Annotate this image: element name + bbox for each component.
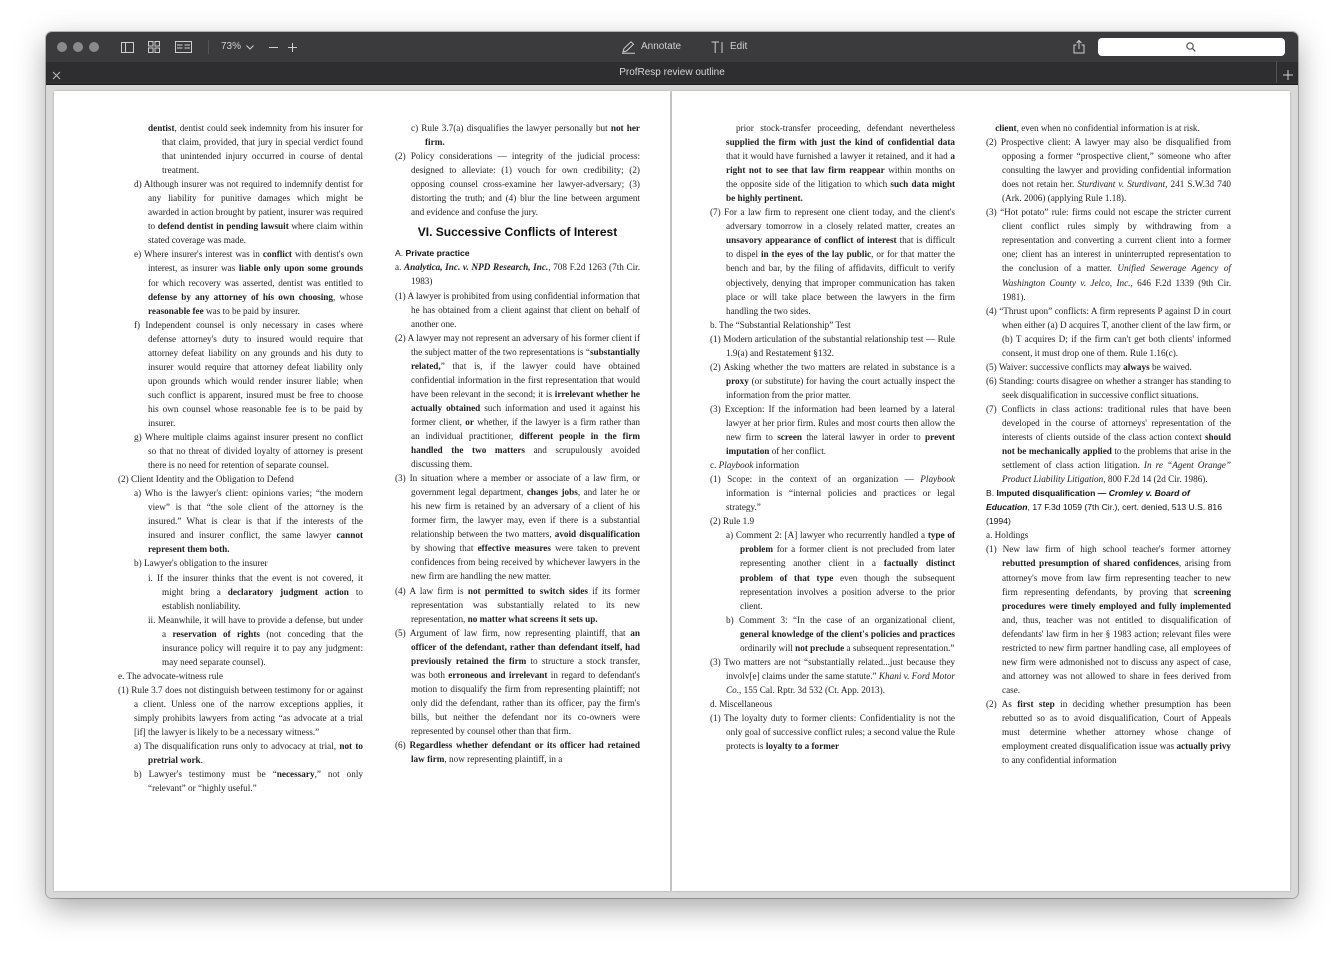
outline-paragraph: dentist, dentist could seek indemnity from his insurer for that claim, provided, that jury in special verdict found that unintended injury occurred in course of dental treatment. xyxy=(148,123,363,176)
document-area[interactable] xyxy=(46,85,1298,898)
edit-text-icon[interactable] xyxy=(710,39,724,55)
outline-paragraph: c) Rule 3.7(a) disqualifies the lawyer personally but not her firm. xyxy=(411,123,641,148)
outline-paragraph: a) Comment 2: [A] lawyer who recurrently handled a type of problem for a former client is not precluded from later representing another client in a factually distinct problem of that type even though the subsequent representation involves a position adverse to the prior client. xyxy=(726,530,956,611)
outline-paragraph: e) Where insurer's interest was in conflict with dentist's own interest, as insurer was liable only upon some grounds for which recovery was asserted, dentist was entitled to defense by any attorney of his own choosing, whose reasonable fee was to be paid by insurer. xyxy=(134,249,364,316)
minimize-window-button[interactable] xyxy=(73,42,83,52)
zoom-level[interactable]: 73% xyxy=(221,41,242,52)
new-tab-icon[interactable] xyxy=(1283,67,1293,85)
outline-paragraph: (1) A lawyer is prohibited from using confidential information that he has obtained from a client against that client on behalf of another one. xyxy=(395,290,640,329)
outline-paragraph: e. The advocate-witness rule xyxy=(118,670,223,681)
document-title: ProfResp review outline xyxy=(619,67,725,78)
outline-paragraph: f) Independent counsel is only necessary in cases where defense attorney's duty to insured would require that attorney defeat liability on any grounds and his duty to insurer would require that attorney defeat liability only upon grounds which would render insurer liable; when such conflict is apparent, insured must be free to choose his own counsel whose reasonable fee is to be paid by insurer. xyxy=(134,319,363,428)
outline-paragraph: (6) Standing: courts disagree on whether a stranger has standing to seek disqualification in successive conflict situations. xyxy=(986,375,1231,400)
outline-paragraph: prior stock-transfer proceeding, defendant nevertheless supplied the firm with just the kind of confidential data that it would have furnished a lawyer it retained, and it had a right not to see that law firm reappear within months on the opposite side of the litigation to which such data might be highly pertinent. xyxy=(710,123,956,204)
outline-paragraph: ii. Meanwhile, it will have to provide a defense, but under a reservation of rights (not conceding that the insurance policy will require it to pay any judgment: may need separate counsel). xyxy=(148,614,363,667)
zoom-in-icon[interactable] xyxy=(287,39,297,55)
toolbar-divider xyxy=(208,40,209,54)
outline-paragraph: (1) New law firm of high school teacher's former attorney rebutted presumption of shared confidences, arising from attorney's move from law firm representing teacher to new firm representing defendants, by proving that screening procedures were timely employed and fully implemented and, thus, teacher was not entitled to disqualification of defendants' law firm in her § 1983 action; relevant files were restricted to new firm partner handling case, all employees of new firm were admonished not to discuss any aspect of case, and attorney was not allowed to share in fees derived from case. xyxy=(986,544,1231,695)
outline-paragraph: (2) Policy considerations — integrity of the judicial process: designed to alleviate: (1) vouch for own credibility; (2) opposing counsel cross-examine her lawyer-adversary; (3) distorting the truth; and (4) blur the line between argument and evidence and confuse the jury. xyxy=(395,151,640,218)
outline-paragraph: (3) Exception: If the information had been learned by a lateral lawyer at her prior firm. Rules and most courts then allow the new firm to screen the lateral lawyer in order to prevent imputation of her conflict. xyxy=(710,403,955,457)
thumbnail-grid-icon[interactable] xyxy=(147,39,161,55)
outline-paragraph: d. Miscellaneous xyxy=(710,698,773,709)
page-right-column-1 xyxy=(710,121,955,753)
annotate-pen-icon[interactable] xyxy=(620,39,636,55)
outline-paragraph: (1) Modern articulation of the substantial relationship test — Rule 1.9(a) and Restatement §132. xyxy=(710,333,955,358)
outline-paragraph: client, even when no confidential information is at risk. xyxy=(995,123,1200,133)
document-tab-bar xyxy=(46,62,1298,85)
tab-divider xyxy=(1276,61,1277,83)
outline-paragraph: (7) Conflicts in class actions: traditional rules that have been developed in the course of attorneys' representation of the interests of clients outside of the class action context should not be mechanically applied to the problems that arise in the settlement of class action litigation. In re “Agent Orange” Product Liability Litigation, 800 F.2d 14 (2d Cir. 1986). xyxy=(986,403,1231,485)
outline-paragraph: a. Analytica, Inc. v. NPD Research, Inc., 708 F.2d 1263 (7th Cir. 1983) xyxy=(395,262,641,287)
outline-paragraph: b. The “Substantial Relationship” Test xyxy=(710,319,851,330)
search-icon xyxy=(1186,42,1196,52)
outline-paragraph: (3) “Hot potato” rule: firms could not escape the stricter current client conflict rules simply by withdrawing from a representation and converting a current client into a former one; client has an interest in uninterrupted representation to the conclusion of a matter. Unified Sewerage Agency of Washington County v. Jelco, Inc., 646 F.2d 1339 (9th Cir. 1981). xyxy=(986,207,1231,302)
zoom-out-icon[interactable] xyxy=(268,39,278,55)
annotate-button[interactable]: Annotate xyxy=(641,41,682,52)
outline-paragraph: (1) Rule 3.7 does not distinguish between testimony for or against a client. Unless one of the narrow exceptions applies, it simply prohibits lawyers from acting “as advocate at a trial [if] the lawyer is likely to be a necessary witness.” xyxy=(118,684,363,738)
close-window-button[interactable] xyxy=(57,42,67,52)
share-icon[interactable] xyxy=(1072,39,1086,55)
outline-paragraph: g) Where multiple claims against insurer present no conflict so that no threat of divided loyalty of attorney is present there is no need for retention of separate counsel. xyxy=(134,432,363,471)
outline-paragraph: (6) Regardless whether defendant or its officer had retained law firm, now representing plaintiff, in a xyxy=(395,740,640,765)
toolbar xyxy=(46,32,1298,63)
outline-paragraph: (2) Client Identity and the Obligation to Defend xyxy=(118,474,294,485)
outline-paragraph: (1) Scope: in the context of an organization — Playbook information is “internal policies and practices or legal strategy.” xyxy=(710,474,955,513)
outline-paragraph: d) Although insurer was not required to indemnify dentist for any liability for punitive damages which might be awarded in action brought by patient, insurer was required to defend dentist in pending lawsuit where claim within stated coverage was made. xyxy=(134,179,363,246)
outline-paragraph: b) Lawyer's testimony must be “necessary,” not only “relevant” or “highly useful.” xyxy=(134,769,364,794)
outline-paragraph: a. Holdings xyxy=(986,530,1029,541)
outline-paragraph: (2) Asking whether the two matters are related in substance is a proxy (or substitute) for having the court actually inspect the information from the prior matter. xyxy=(710,361,955,400)
outline-paragraph: (2) A lawyer may not represent an adversary of his former client if the subject matter of the two representations is “substantially related,” that is, if the lawyer could have obtained confidential information in the first representation that would have been relevant in the second; it is irrelevant whether he actually obtained such information and used it against his former client, or whether, if the lawyer is a firm rather than an individual practitioner, different people in the firm handled the two matters and scrupulously avoided discussing them. xyxy=(395,332,640,470)
outline-paragraph: a) The disqualification runs only to advocacy at trial, not to pretrial work. xyxy=(134,741,363,766)
chevron-down-icon[interactable] xyxy=(245,39,255,55)
zoom-window-button[interactable] xyxy=(89,42,99,52)
sidebar-toggle-icon[interactable] xyxy=(120,39,134,55)
pdf-viewer-window xyxy=(46,32,1298,898)
outline-paragraph: (3) In situation where a member or associate of a law firm, or government legal department, changes jobs, and later he or his new firm is retained by an adversary of a client of his former firm, the lawyer may, even if there is a substantial relationship between the two matters, avoid disqualification by showing that effective measures were taken to prevent confidences from being received by whichever lawyers in the new firm are handling the new matter. xyxy=(395,473,640,582)
edit-button[interactable]: Edit xyxy=(730,41,748,52)
section-heading: VI. Successive Conflicts of Interest xyxy=(417,225,618,240)
page-left-column-2 xyxy=(395,121,640,766)
outline-paragraph: (5) Argument of law firm, now representing plaintiff, that an officer of the defendant, rather than defendant itself, had previously retained the firm to structure a stock transfer, was both erroneous and irrelevant in regard to defendant's motion to disqualify the firm from representing plaintiff; not only did the defendant, rather than its officer, pay the firm's bills, but neither the defendant nor its co-owners were represented by counsel other than that firm. xyxy=(395,627,640,736)
outline-paragraph: i. If the insurer thinks that the event is not covered, it might bring a declaratory judgment action to establish nonliability. xyxy=(148,572,363,611)
outline-paragraph: b) Lawyer's obligation to the insurer xyxy=(134,558,268,569)
outline-paragraph: b) Comment 3: “In the case of an organizational client, general knowledge of the client's policies and practices ordinarily will not preclude a subsequent representation.” xyxy=(726,614,955,653)
search-input[interactable] xyxy=(1098,38,1285,56)
section-heading: A. Private practice xyxy=(395,248,470,259)
outline-paragraph: (4) “Thrust upon” conflicts: A firm represents P against D in court when either (a) D acquires T, another client of the law firm, or (b) T acquires D; if the firm can't get both clients' informed consent, it must drop one of them. Rule 1.16(c). xyxy=(986,305,1231,358)
outline-paragraph: (1) The loyalty duty to former clients: Confidentiality is not the only goal of successive conflict rules; a second value the Rule protects is loyalty to a former xyxy=(710,712,955,752)
outline-paragraph: (2) Rule 1.9 xyxy=(710,516,755,527)
outline-paragraph: (2) As first step in deciding whether presumption has been rebutted so as to avoid disqualification, Court of Appeals must determine whether attorney whose change of employment created disqualification issue was actually privy to any confidential information xyxy=(986,698,1232,766)
outline-paragraph: (5) Waiver: successive conflicts may always be waived. xyxy=(986,361,1192,372)
page-left-column-1 xyxy=(118,121,363,795)
page-right xyxy=(672,91,1290,891)
page-left xyxy=(54,91,670,891)
two-page-view-icon[interactable] xyxy=(174,39,192,55)
outline-paragraph: a) Who is the lawyer's client: opinions varies; “the modern view” is that “the sole client of the attorney is the insured.” What is clear is that if the interests of the insured and insurer conflict, the same lawyer cannot represent them both. xyxy=(134,488,363,555)
page-right-column-2 xyxy=(986,121,1231,767)
outline-paragraph: c. Playbook information xyxy=(710,460,800,471)
outline-paragraph: (7) For a law firm to represent one client today, and the client's adversary tomorrow in a closely related matter, creates an unsavory appearance of conflict of interest that is difficult to dispel in the eyes of the lay public, or for that matter the bench and bar, by the filing of affidavits, difficult to verify objectively, denying that improper communication has taken place or will take place between the lawyers in the firm handling the two sides. xyxy=(710,207,955,316)
outline-paragraph: (3) Two matters are not “substantially related...just because they involv[e] claims under the same statute.” Khani v. Ford Motor Co., 155 Cal. Rptr. 3d 532 (Ct. App. 2013). xyxy=(710,656,955,695)
section-heading: B. Imputed disqualification — Cromley v. Board of Education, 17 F.3d 1059 (7th Cir.), cert. denied, 513 U.S. 816 (1994) xyxy=(986,488,1222,527)
outline-paragraph: (2) Prospective client: A lawyer may also be disqualified from opposing a former “prospective client,” someone who after consulting the lawyer and providing confidential information does not retain her. Sturdivant v. Sturdivant, 241 S.W.3d 740 (Ark. 2006) (applying Rule 1.18). xyxy=(986,137,1232,204)
outline-paragraph: (4) A law firm is not permitted to switch sides if its former representation was substantially related to its new representation, no matter what screens it sets up. xyxy=(395,585,641,624)
